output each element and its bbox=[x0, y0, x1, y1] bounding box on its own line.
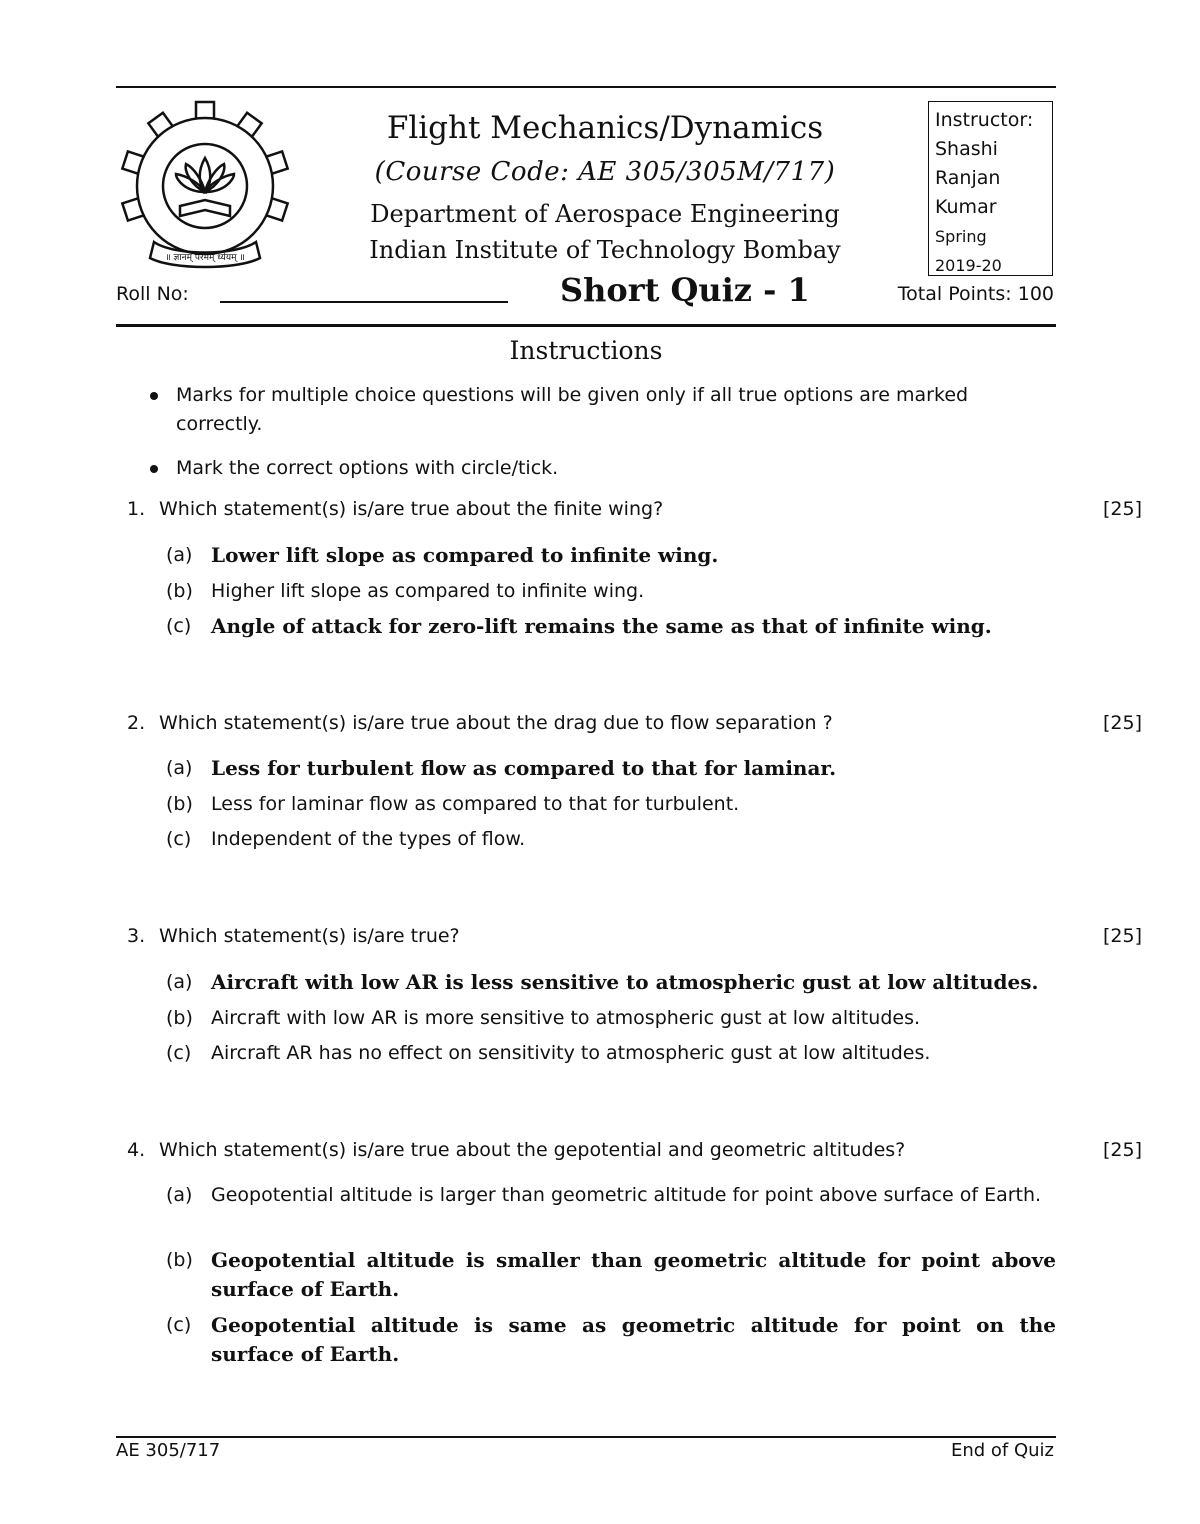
question-number: 4. bbox=[127, 1139, 146, 1161]
option-4c[interactable]: (c) Geopotential altitude is same as geometric altitude for point on the surface of Earth. bbox=[166, 1313, 1056, 1366]
option-2a[interactable]: (a) Less for turbulent flow as compared to that for laminar. bbox=[166, 756, 837, 780]
question-text: Which statement(s) is/are true about the gepotential and geometric altitudes? bbox=[159, 1139, 906, 1161]
instruction-item: Mark the correct options with circle/tick. bbox=[150, 454, 1056, 483]
total-points: Total Points: 100 bbox=[897, 283, 1054, 305]
footer-course-code: AE 305/717 bbox=[116, 1440, 221, 1461]
instructions-heading: Instructions bbox=[509, 336, 663, 365]
roll-no-label: Roll No: bbox=[116, 283, 189, 305]
instructor-label: Instructor: bbox=[935, 109, 1034, 131]
top-rule bbox=[116, 86, 1056, 88]
question-number: 3. bbox=[127, 925, 146, 947]
instructor-middle-name: Ranjan bbox=[935, 167, 1001, 189]
question-text: Which statement(s) is/are true? bbox=[159, 925, 460, 947]
option-1b[interactable]: (b) Higher lift slope as compared to infinite wing. bbox=[166, 580, 645, 602]
svg-text:॥ ज्ञानम् परमम् ध्येयम् ॥: ॥ ज्ञानम् परमम् ध्येयम् ॥ bbox=[165, 253, 245, 263]
roll-no-field[interactable] bbox=[220, 301, 508, 303]
footer-rule bbox=[116, 1436, 1056, 1438]
quiz-title: Short Quiz - 1 bbox=[560, 271, 810, 309]
option-2b[interactable]: (b) Less for laminar flow as compared to that for turbulent. bbox=[166, 793, 740, 815]
question-text: Which statement(s) is/are true about the drag due to flow separation ? bbox=[159, 712, 833, 734]
bullet-icon bbox=[150, 465, 158, 473]
option-3b[interactable]: (b) Aircraft with low AR is more sensitive to atmospheric gust at low altitudes. bbox=[166, 1007, 921, 1029]
question-marks: [25] bbox=[1102, 498, 1142, 520]
question-marks: [25] bbox=[1102, 712, 1142, 734]
header-divider bbox=[116, 324, 1056, 327]
option-3a[interactable]: (a) Aircraft with low AR is less sensitive to atmospheric gust at low altitudes. bbox=[166, 970, 1039, 994]
instructor-box bbox=[928, 101, 1053, 276]
question-marks: [25] bbox=[1102, 1139, 1142, 1161]
bullet-icon bbox=[150, 392, 158, 400]
iit-bombay-logo bbox=[114, 100, 296, 276]
instructor-first-name: Shashi bbox=[935, 138, 998, 160]
option-1c[interactable]: (c) Angle of attack for zero-lift remains the same as that of infinite wing. bbox=[166, 614, 992, 638]
option-3c[interactable]: (c) Aircraft AR has no effect on sensitivity to atmospheric gust at low altitudes. bbox=[166, 1042, 931, 1064]
instructor-last-name: Kumar bbox=[935, 196, 997, 218]
instruction-item: Marks for multiple choice questions will be given only if all true options are marked correctly. bbox=[150, 381, 1056, 439]
year: 2019-20 bbox=[935, 256, 1002, 275]
department-name: Department of Aerospace Engineering bbox=[370, 200, 840, 228]
course-title: Flight Mechanics/Dynamics bbox=[386, 110, 824, 146]
footer-end-note: End of Quiz bbox=[950, 1440, 1054, 1461]
option-2c[interactable]: (c) Independent of the types of flow. bbox=[166, 828, 526, 850]
option-4b[interactable]: (b) Geopotential altitude is smaller than geometric altitude for point above surface of Earth. bbox=[166, 1248, 1056, 1301]
course-code: (Course Code: AE 305/305M/717) bbox=[374, 157, 836, 187]
institute-name: Indian Institute of Technology Bombay bbox=[369, 236, 841, 264]
question-text: Which statement(s) is/are true about the finite wing? bbox=[159, 498, 664, 520]
question-number: 1. bbox=[127, 498, 146, 520]
question-marks: [25] bbox=[1102, 925, 1142, 947]
option-1a[interactable]: (a) Lower lift slope as compared to infinite wing. bbox=[166, 543, 719, 567]
question-number: 2. bbox=[127, 712, 146, 734]
option-4a[interactable]: (a) Geopotential altitude is larger than geometric altitude for point above surface of Earth. bbox=[166, 1184, 1042, 1206]
term: Spring bbox=[935, 227, 987, 246]
